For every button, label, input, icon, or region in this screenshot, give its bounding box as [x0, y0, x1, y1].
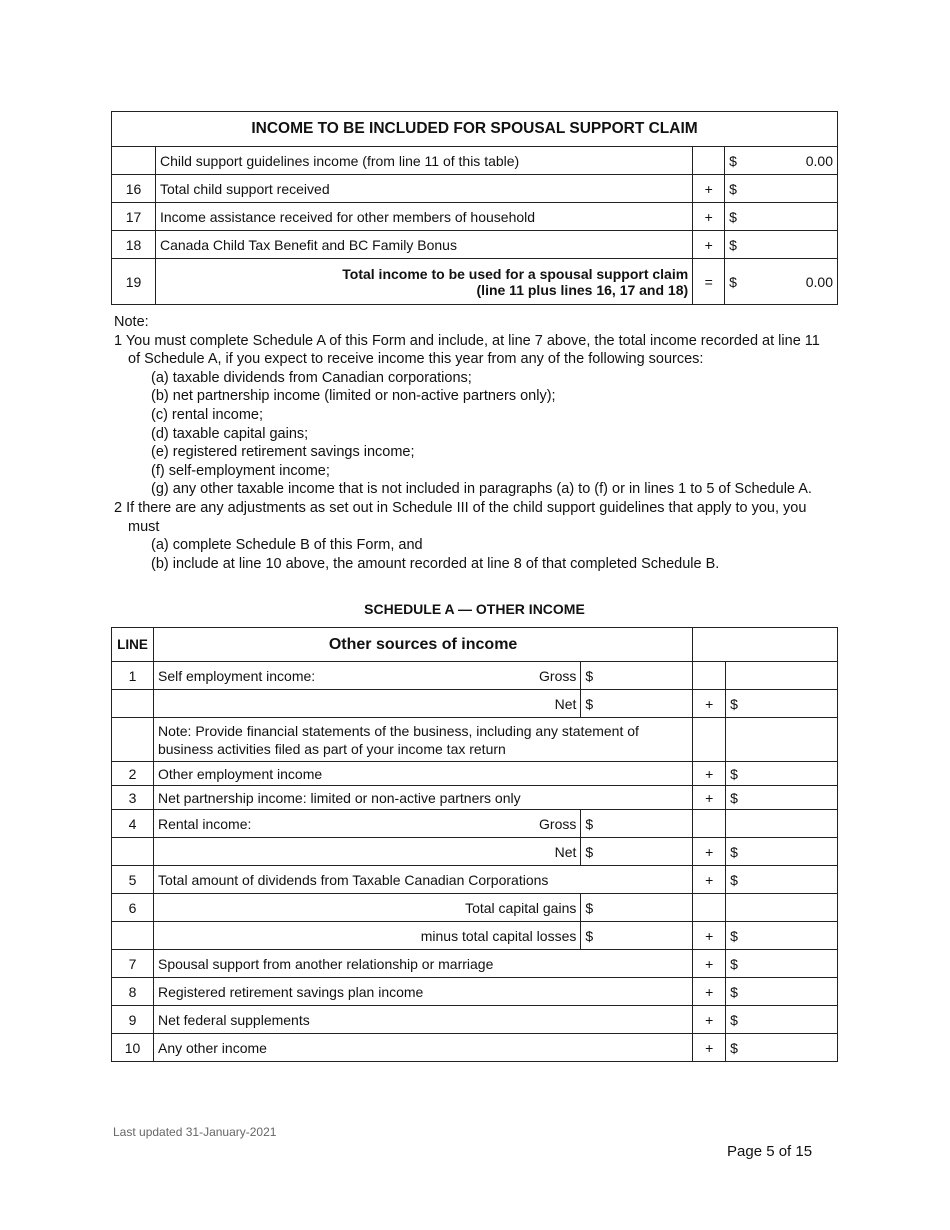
table-row	[112, 762, 838, 786]
row-label	[153, 662, 580, 690]
amount-field[interactable]	[725, 147, 838, 175]
row-label	[153, 810, 580, 838]
amount-field[interactable]	[726, 838, 838, 866]
currency-sign: $	[585, 815, 594, 832]
operator: +	[693, 866, 726, 894]
operator: +	[693, 690, 726, 718]
currency-sign: $	[729, 208, 737, 225]
total-label	[155, 259, 692, 305]
currency-sign: $	[585, 843, 594, 860]
page-number: Page 5 of 15	[727, 1143, 813, 1160]
amount-field[interactable]	[726, 786, 838, 810]
operator: +	[693, 203, 725, 231]
amount-field[interactable]	[725, 231, 838, 259]
gross-amount-field[interactable]	[581, 662, 693, 690]
row-label: Net partnership income: limited or non-active partners only	[153, 786, 692, 810]
capital-losses-label: minus total capital losses	[153, 922, 580, 950]
line-number: 18	[112, 231, 156, 259]
table-row	[112, 259, 838, 305]
capital-gains-field[interactable]	[581, 894, 693, 922]
spousal-support-income-table	[111, 111, 838, 305]
table-row	[112, 922, 838, 950]
amount-field[interactable]	[726, 922, 838, 950]
table-row	[112, 203, 838, 231]
currency-sign: $	[585, 695, 594, 712]
last-updated: Last updated 31-January-2021	[113, 1125, 277, 1139]
row-label: Canada Child Tax Benefit and BC Family Bonus	[155, 231, 692, 259]
amount-column-header	[693, 628, 838, 662]
currency-sign: $	[730, 789, 738, 806]
row-label: Income assistance received for other members of household	[155, 203, 692, 231]
line-number: 6	[112, 894, 154, 922]
line-number	[112, 718, 154, 762]
line-number: 9	[112, 1006, 154, 1034]
line-number: 10	[112, 1034, 154, 1062]
line-column-header: LINE	[112, 628, 154, 662]
currency-sign: $	[730, 955, 738, 972]
table-row	[112, 690, 838, 718]
operator: +	[693, 175, 725, 203]
amount-field[interactable]	[726, 690, 838, 718]
currency-sign: $	[730, 1039, 738, 1056]
currency-sign: $	[730, 1011, 738, 1028]
amount-field[interactable]	[725, 259, 838, 305]
table-title: INCOME TO BE INCLUDED FOR SPOUSAL SUPPORT CLAIM	[112, 112, 838, 147]
table-row	[112, 231, 838, 259]
currency-sign: $	[585, 667, 594, 684]
line-number: 2	[112, 762, 154, 786]
table-row	[112, 175, 838, 203]
row-label: Spousal support from another relationship or marriage	[153, 950, 692, 978]
net-label: Net	[153, 838, 580, 866]
line-number: 19	[112, 259, 156, 305]
gross-label: Gross	[539, 667, 577, 684]
note-sub-item: (f) self-employment income;	[151, 462, 330, 479]
currency-sign: $	[729, 273, 737, 290]
operator	[693, 810, 726, 838]
line-number: 3	[112, 786, 154, 810]
line-number: 7	[112, 950, 154, 978]
note-item-1: 1 You must complete Schedule A of this Form and include, at line 7 above, the total income recorded at line 11 of Schedule A, if you expect to receive income this year from any of the following sources:	[114, 332, 820, 368]
amount-field[interactable]	[726, 1034, 838, 1062]
currency-sign: $	[730, 871, 738, 888]
line-number	[112, 147, 156, 175]
amount-value: 0.00	[805, 273, 833, 290]
notes-section	[114, 313, 834, 573]
table-row	[112, 810, 838, 838]
note-sub-item: (c) rental income;	[151, 406, 264, 423]
row-label: Child support guidelines income (from line 11 of this table)	[155, 147, 692, 175]
table-row	[112, 894, 838, 922]
line-number: 8	[112, 978, 154, 1006]
line-number	[112, 690, 154, 718]
operator: +	[693, 786, 726, 810]
currency-sign: $	[730, 983, 738, 1000]
table-row	[112, 147, 838, 175]
note-sub-item: (a) complete Schedule B of this Form, and	[151, 537, 423, 554]
line-number	[112, 922, 154, 950]
currency-sign: $	[729, 236, 737, 253]
note-sub-item: (d) taxable capital gains;	[151, 425, 309, 442]
table-row	[112, 950, 838, 978]
amount-field[interactable]	[726, 810, 838, 838]
capital-losses-field[interactable]	[581, 922, 693, 950]
operator: +	[693, 1034, 726, 1062]
note-sub-item: (a) taxable dividends from Canadian corporations;	[151, 369, 472, 386]
table-row	[112, 838, 838, 866]
row-label: Any other income	[153, 1034, 692, 1062]
table-row	[112, 718, 838, 762]
line-number: 1	[112, 662, 154, 690]
operator	[693, 662, 726, 690]
note-sub-item: (e) registered retirement savings income;	[151, 444, 415, 461]
operator: +	[693, 1006, 726, 1034]
table-row	[112, 866, 838, 894]
row-label: Registered retirement savings plan income	[153, 978, 692, 1006]
net-amount-field[interactable]	[581, 690, 693, 718]
row-label: Total child support received	[155, 175, 692, 203]
schedule-a-table	[111, 627, 838, 1062]
amount-field[interactable]	[725, 175, 838, 203]
table-row	[112, 1006, 838, 1034]
amount-field[interactable]	[726, 662, 838, 690]
table-row	[112, 978, 838, 1006]
business-note: Note: Provide financial statements of the business, including any statement of business activities filed as part of your income tax return	[153, 718, 692, 762]
gross-amount-field[interactable]	[581, 810, 693, 838]
currency-sign: $	[729, 180, 737, 197]
line-number: 16	[112, 175, 156, 203]
operator: +	[693, 950, 726, 978]
line-number: 17	[112, 203, 156, 231]
notes-heading: Note:	[114, 314, 149, 330]
note-sub-item: (g) any other taxable income that is not included in paragraphs (a) to (f) or in lines 1 to 5 of Schedule A.	[151, 481, 812, 498]
amount-value: 0.00	[805, 152, 833, 169]
row-label: Other employment income	[153, 762, 692, 786]
table-row	[112, 1034, 838, 1062]
amount-field[interactable]	[726, 950, 838, 978]
table-row	[112, 786, 838, 810]
total-label-line1: Total income to be used for a spousal support claim	[342, 265, 689, 282]
row-label-text: Self employment income:	[157, 667, 316, 684]
sources-column-header: Other sources of income	[153, 628, 692, 662]
amount-field[interactable]	[726, 866, 838, 894]
operator: +	[693, 762, 726, 786]
net-amount-field[interactable]	[581, 838, 693, 866]
operator	[693, 718, 726, 762]
row-label: Total amount of dividends from Taxable Canadian Corporations	[153, 866, 692, 894]
operator: +	[693, 922, 726, 950]
gross-label: Gross	[539, 815, 577, 832]
currency-sign: $	[730, 927, 738, 944]
currency-sign: $	[730, 843, 738, 860]
amount-field[interactable]	[726, 1006, 838, 1034]
line-number	[112, 838, 154, 866]
currency-sign: $	[729, 152, 737, 169]
row-label-text: Rental income:	[157, 815, 252, 832]
operator	[693, 894, 726, 922]
capital-gains-label: Total capital gains	[153, 894, 580, 922]
amount-field[interactable]	[726, 762, 838, 786]
operator: =	[693, 259, 725, 305]
note-item-2: 2 If there are any adjustments as set out in Schedule III of the child support guidelines that apply to you, you must	[114, 499, 807, 535]
schedule-a-title: SCHEDULE A — OTHER INCOME	[364, 601, 585, 617]
total-label-line2: (line 11 plus lines 16, 17 and 18)	[476, 281, 689, 298]
row-label: Net federal supplements	[153, 1006, 692, 1034]
amount-field[interactable]	[725, 203, 838, 231]
table-row	[112, 662, 838, 690]
amount-field[interactable]	[726, 894, 838, 922]
currency-sign: $	[730, 695, 738, 712]
note-sub-item: (b) net partnership income (limited or non-active partners only);	[151, 388, 556, 405]
amount-field	[726, 718, 838, 762]
currency-sign: $	[585, 899, 594, 916]
operator	[693, 147, 725, 175]
net-label: Net	[153, 690, 580, 718]
note-sub-item: (b) include at line 10 above, the amount recorded at line 8 of that completed Schedule B.	[151, 555, 720, 572]
amount-field[interactable]	[726, 978, 838, 1006]
currency-sign: $	[585, 927, 594, 944]
operator: +	[693, 838, 726, 866]
line-number: 4	[112, 810, 154, 838]
operator: +	[693, 231, 725, 259]
operator: +	[693, 978, 726, 1006]
line-number: 5	[112, 866, 154, 894]
currency-sign: $	[730, 765, 738, 782]
